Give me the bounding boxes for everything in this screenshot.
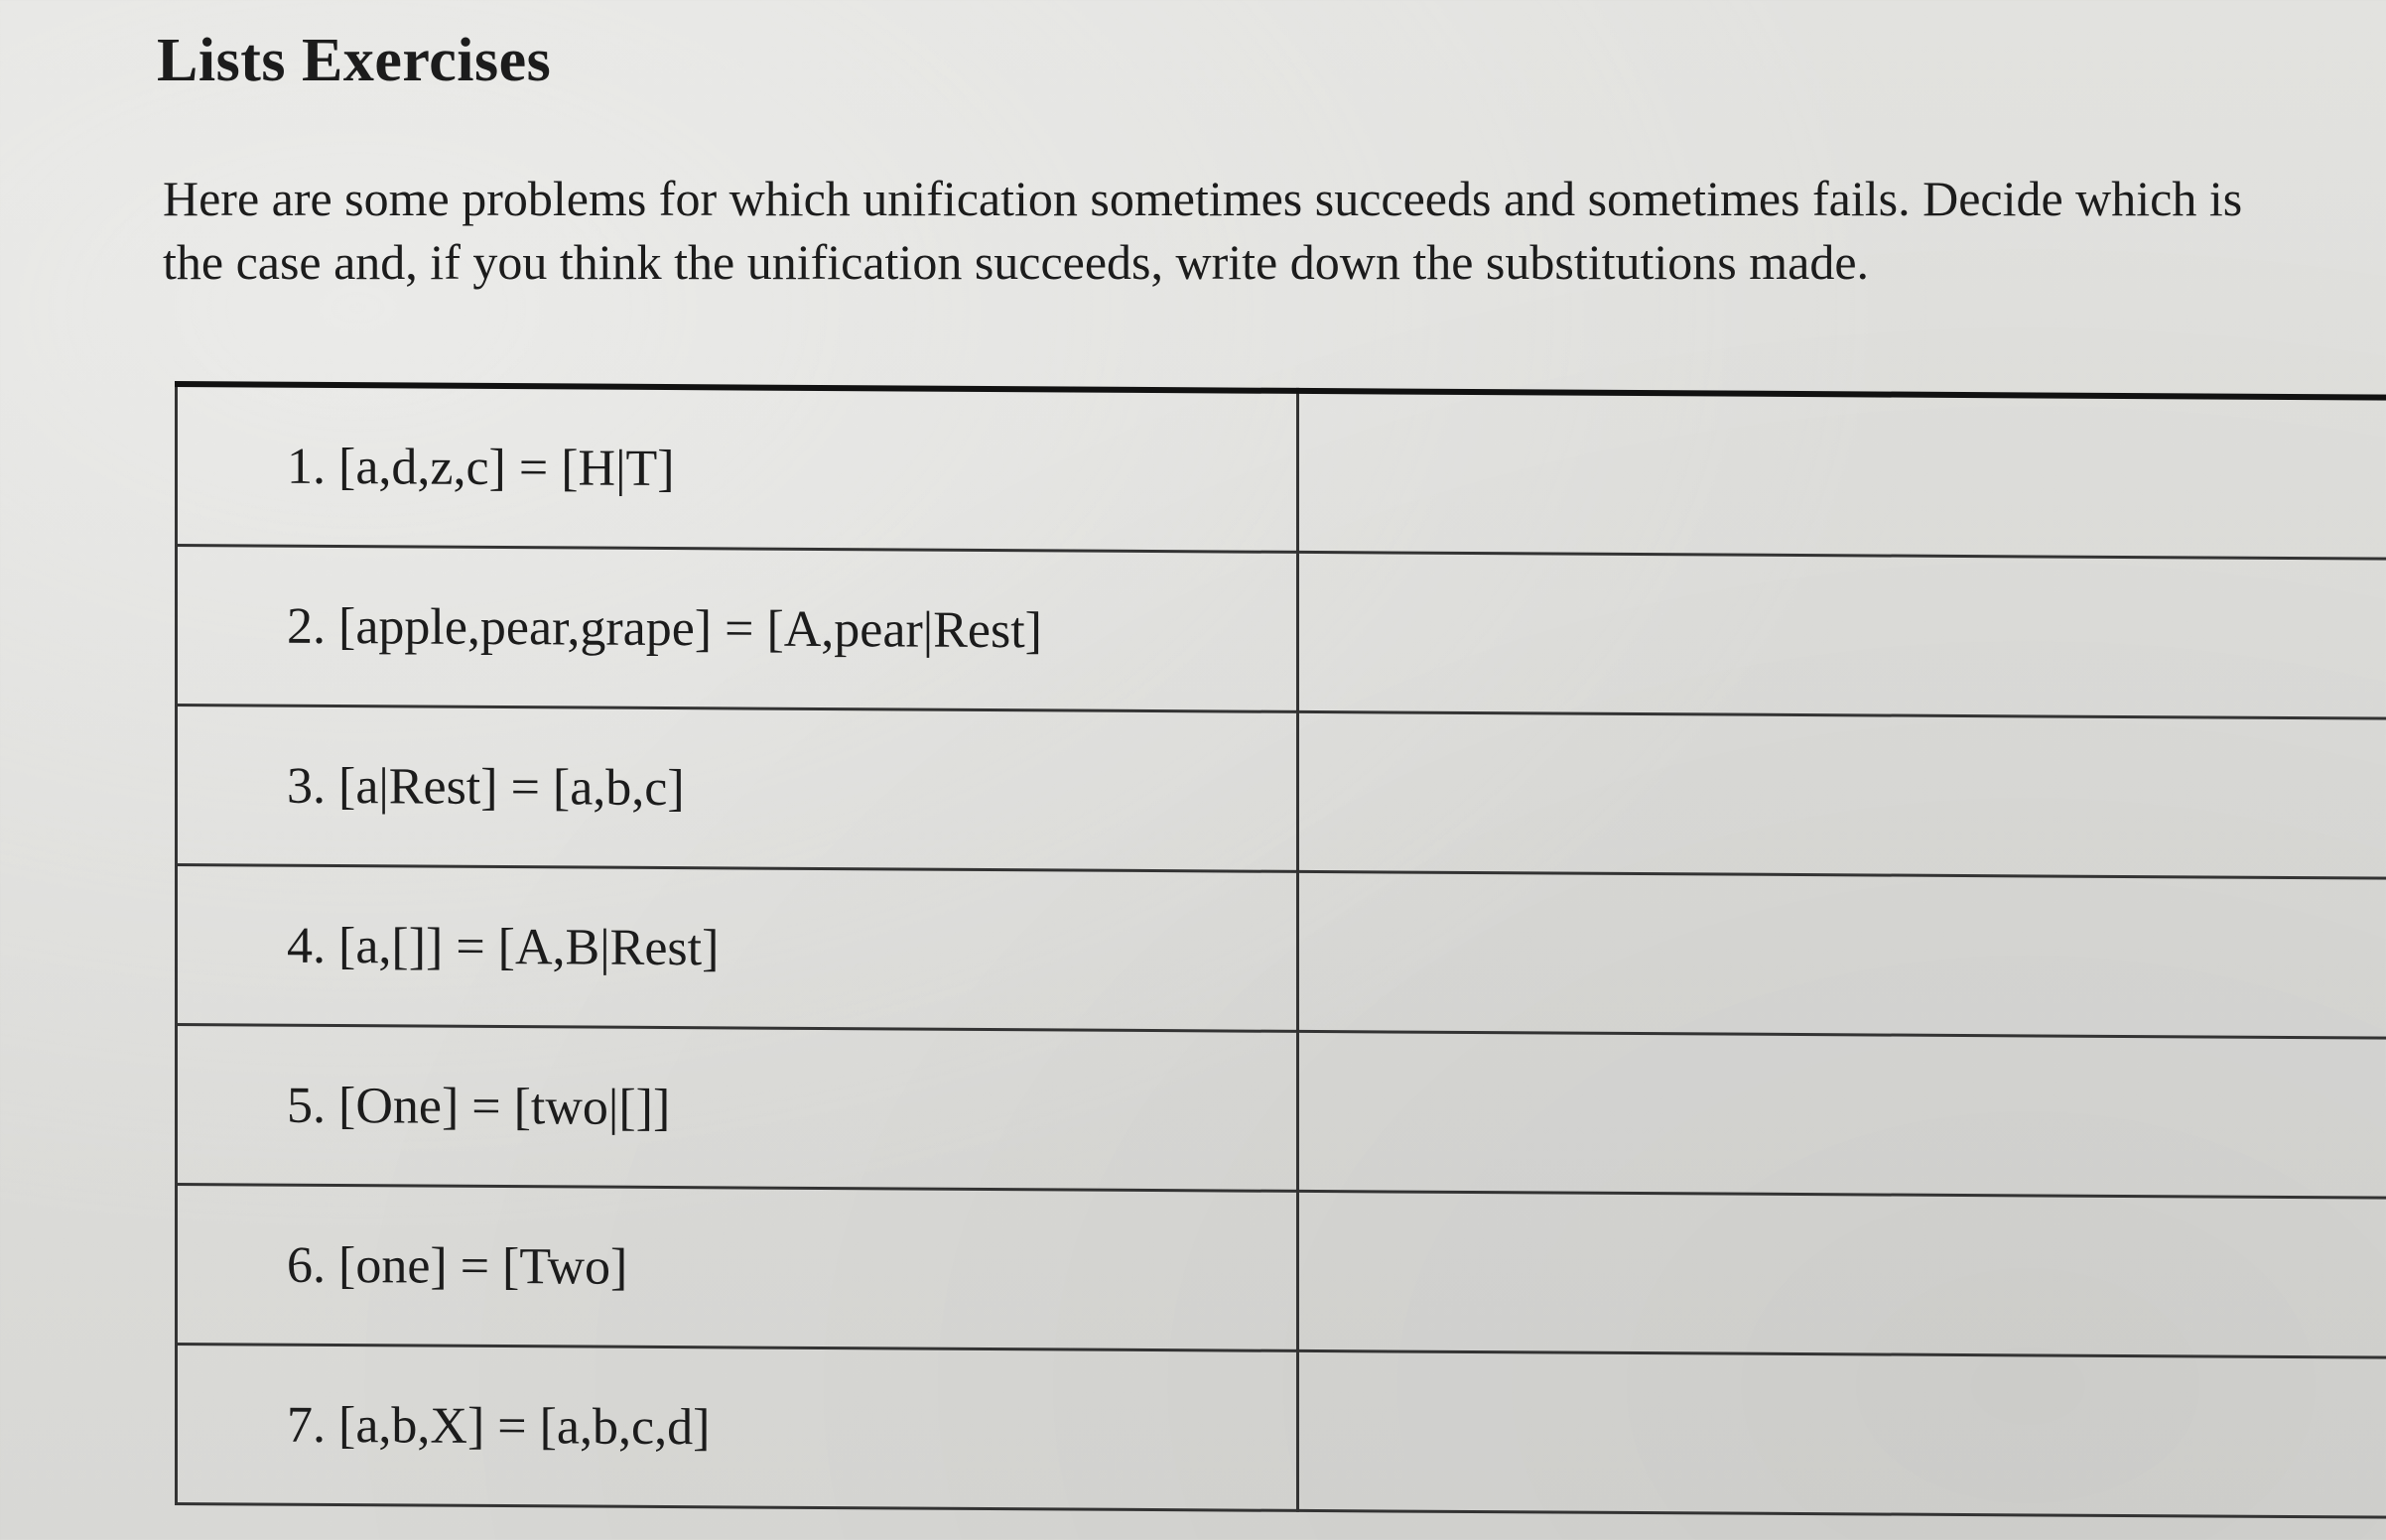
answer-5-cell[interactable] — [1297, 1031, 2386, 1198]
table-row — [177, 1185, 2386, 1358]
answer-1-cell[interactable] — [1297, 391, 2386, 559]
table-row — [177, 546, 2386, 719]
table-row — [177, 1345, 2386, 1518]
problem-6-cell: 6. [one] = [Two] — [177, 1185, 1298, 1351]
problem-7-cell: 7. [a,b,X] = [a,b,c,d] — [177, 1345, 1298, 1511]
answer-6-cell[interactable] — [1297, 1191, 2386, 1357]
answer-3-cell[interactable] — [1297, 711, 2386, 878]
problem-3-cell: 3. [a|Rest] = [a,b,c] — [177, 706, 1298, 872]
problem-1-cell: 1. [a,d,z,c] = [H|T] — [177, 384, 1298, 552]
problem-5-cell: 5. [One] = [two|[]] — [177, 1025, 1298, 1192]
table-row — [177, 706, 2386, 879]
table-row — [177, 384, 2386, 559]
problem-4-cell: 4. [a,[]] = [A,B|Rest] — [177, 865, 1298, 1032]
table-row — [177, 1025, 2386, 1199]
answer-2-cell[interactable] — [1297, 552, 2386, 718]
problem-2-cell: 2. [apple,pear,grape] = [A,pear|Rest] — [177, 546, 1298, 712]
answer-4-cell[interactable] — [1297, 871, 2386, 1038]
exercise-table — [175, 381, 2386, 1519]
page-title: Lists Exercises — [157, 27, 552, 94]
answer-7-cell[interactable] — [1297, 1350, 2386, 1517]
instructions-paragraph: Here are some problems for which unification sometimes succeeds and sometimes fails. Decide which is the case and, if you think the unification succeeds, write down the substitutions made. — [163, 171, 2243, 290]
table-row — [177, 865, 2386, 1039]
